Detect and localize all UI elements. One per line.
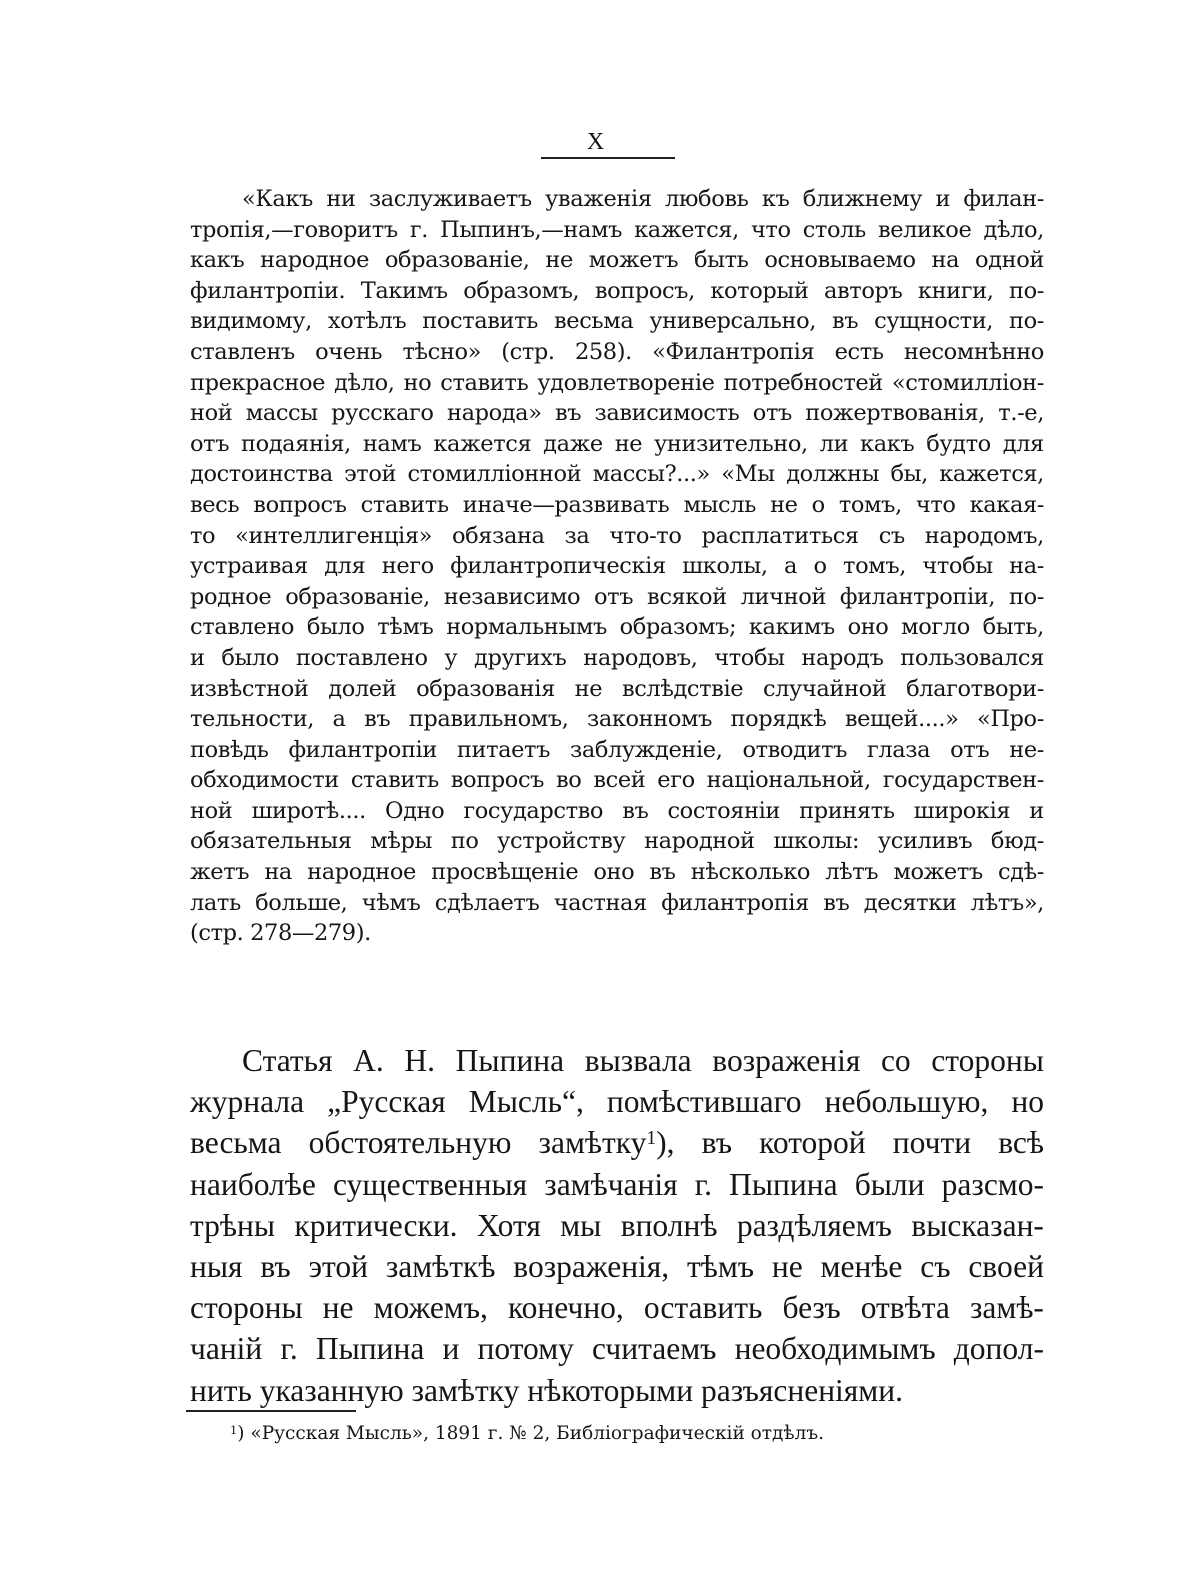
footnote-ref: 1 — [646, 1128, 657, 1150]
quote-line: обязательныя мѣры по устройству народной школы: усиливъ бюд- — [190, 828, 1044, 855]
body-line: наиболѣе существенныя замѣчанія г. Пыпина были разсмо- — [190, 1166, 1044, 1202]
quote-line: (стр. 278—279). — [190, 920, 371, 947]
body-line: журнала „Русская Мысль“, помѣстившаго небольшую, но — [190, 1084, 1044, 1120]
header-rule — [541, 157, 675, 159]
footnote-rule — [186, 1410, 356, 1412]
quote-line: жетъ на народное просвѣщеніе оно въ нѣсколько лѣтъ можетъ сдѣ- — [190, 859, 1044, 886]
quote-line: ной широтѣ.... Одно государство въ состояніи принять широкія и — [190, 797, 1044, 824]
quote-line: повѣдь филантропіи питаетъ заблужденіе, отводитъ глаза отъ не- — [190, 736, 1044, 763]
quote-line: отъ подаянія, намъ кажется даже не унизительно, ли какъ будто для — [190, 430, 1044, 457]
main-paragraph — [190, 1040, 1044, 1411]
quote-line: обходимости ставить вопросъ во всей его національной, государствен- — [190, 767, 1044, 794]
footnote-marker: 1 — [230, 1422, 238, 1437]
quote-line: ставленъ очень тѣсно» (стр. 258). «Филантропія есть несомнѣнно — [190, 338, 1044, 365]
quote-line: тельности, а въ правильномъ, законномъ порядкѣ вещей....» «Про- — [190, 706, 1044, 733]
body-line: чаній г. Пыпина и потому считаемъ необходимымъ допол- — [190, 1331, 1044, 1367]
quote-line: ной массы русскаго народа» въ зависимость отъ пожертвованія, т.-е, — [190, 400, 1044, 427]
body-line: нить указанную замѣтку нѣкоторыми разъясненіями. — [190, 1372, 903, 1408]
quote-line: «Какъ ни заслуживаетъ уваженія любовь къ ближнему и филан- — [242, 186, 1044, 212]
body-line: трѣны критически. Хотя мы вполнѣ раздѣляемъ высказан- — [190, 1207, 1044, 1243]
body-line-text: ), въ которой почти всѣ — [656, 1125, 1044, 1161]
footnote — [230, 1422, 824, 1446]
quote-block — [190, 184, 1044, 949]
quote-line: устраивая для него филантропическія школы, а о томъ, чтобы на- — [190, 553, 1044, 580]
quote-line: достоинства этой стомилліонной массы?...» «Мы должны бы, кажется, — [190, 461, 1044, 488]
page-number: X — [586, 129, 605, 155]
quote-line: весь вопросъ ставить иначе—развивать мысль не о томъ, что какая- — [190, 491, 1044, 518]
quote-line: какъ народное образованіе, не можетъ быть основываемо на одной — [190, 247, 1044, 274]
body-line — [190, 1122, 1044, 1163]
quote-line: лать больше, чѣмъ сдѣлаетъ частная филантропія въ десятки лѣтъ», — [190, 889, 1044, 916]
quote-line: тропія,—говоритъ г. Пыпинъ,—намъ кажется, что столь великое дѣло, — [190, 216, 1044, 243]
quote-line: родное образованіе, независимо отъ всякой личной филантропіи, по- — [190, 583, 1044, 610]
quote-line: филантропіи. Такимъ образомъ, вопросъ, который авторъ книги, по- — [190, 277, 1044, 304]
body-line: стороны не можемъ, конечно, оставить безъ отвѣта замѣ- — [190, 1290, 1044, 1326]
quote-line: извѣстной долей образованія не вслѣдствіе случайной благотвори- — [190, 675, 1044, 702]
footnote-text: ) «Русская Мысль», 1891 г. № 2, Библіографическій отдѣлъ. — [237, 1423, 824, 1444]
quote-line: и было поставлено у другихъ народовъ, чтобы народъ пользовался — [190, 644, 1044, 671]
quote-line: то «интеллигенція» обязана за что-то расплатиться съ народомъ, — [190, 522, 1044, 549]
quote-line: видимому, хотѣлъ поставить весьма универсально, въ сущности, по- — [190, 308, 1044, 335]
body-line: ныя въ этой замѣткѣ возраженія, тѣмъ не менѣе съ своей — [190, 1248, 1044, 1284]
body-line-text: весьма обстоятельную замѣтку — [190, 1125, 647, 1161]
body-line: Статья А. Н. Пыпина вызвала возраженія со стороны — [242, 1043, 1044, 1078]
quote-line: прекрасное дѣло, но ставить удовлетвореніе потребностей «стомилліон- — [190, 369, 1044, 396]
quote-line: ставлено было тѣмъ нормальнымъ образомъ; какимъ оно могло быть, — [190, 614, 1044, 641]
